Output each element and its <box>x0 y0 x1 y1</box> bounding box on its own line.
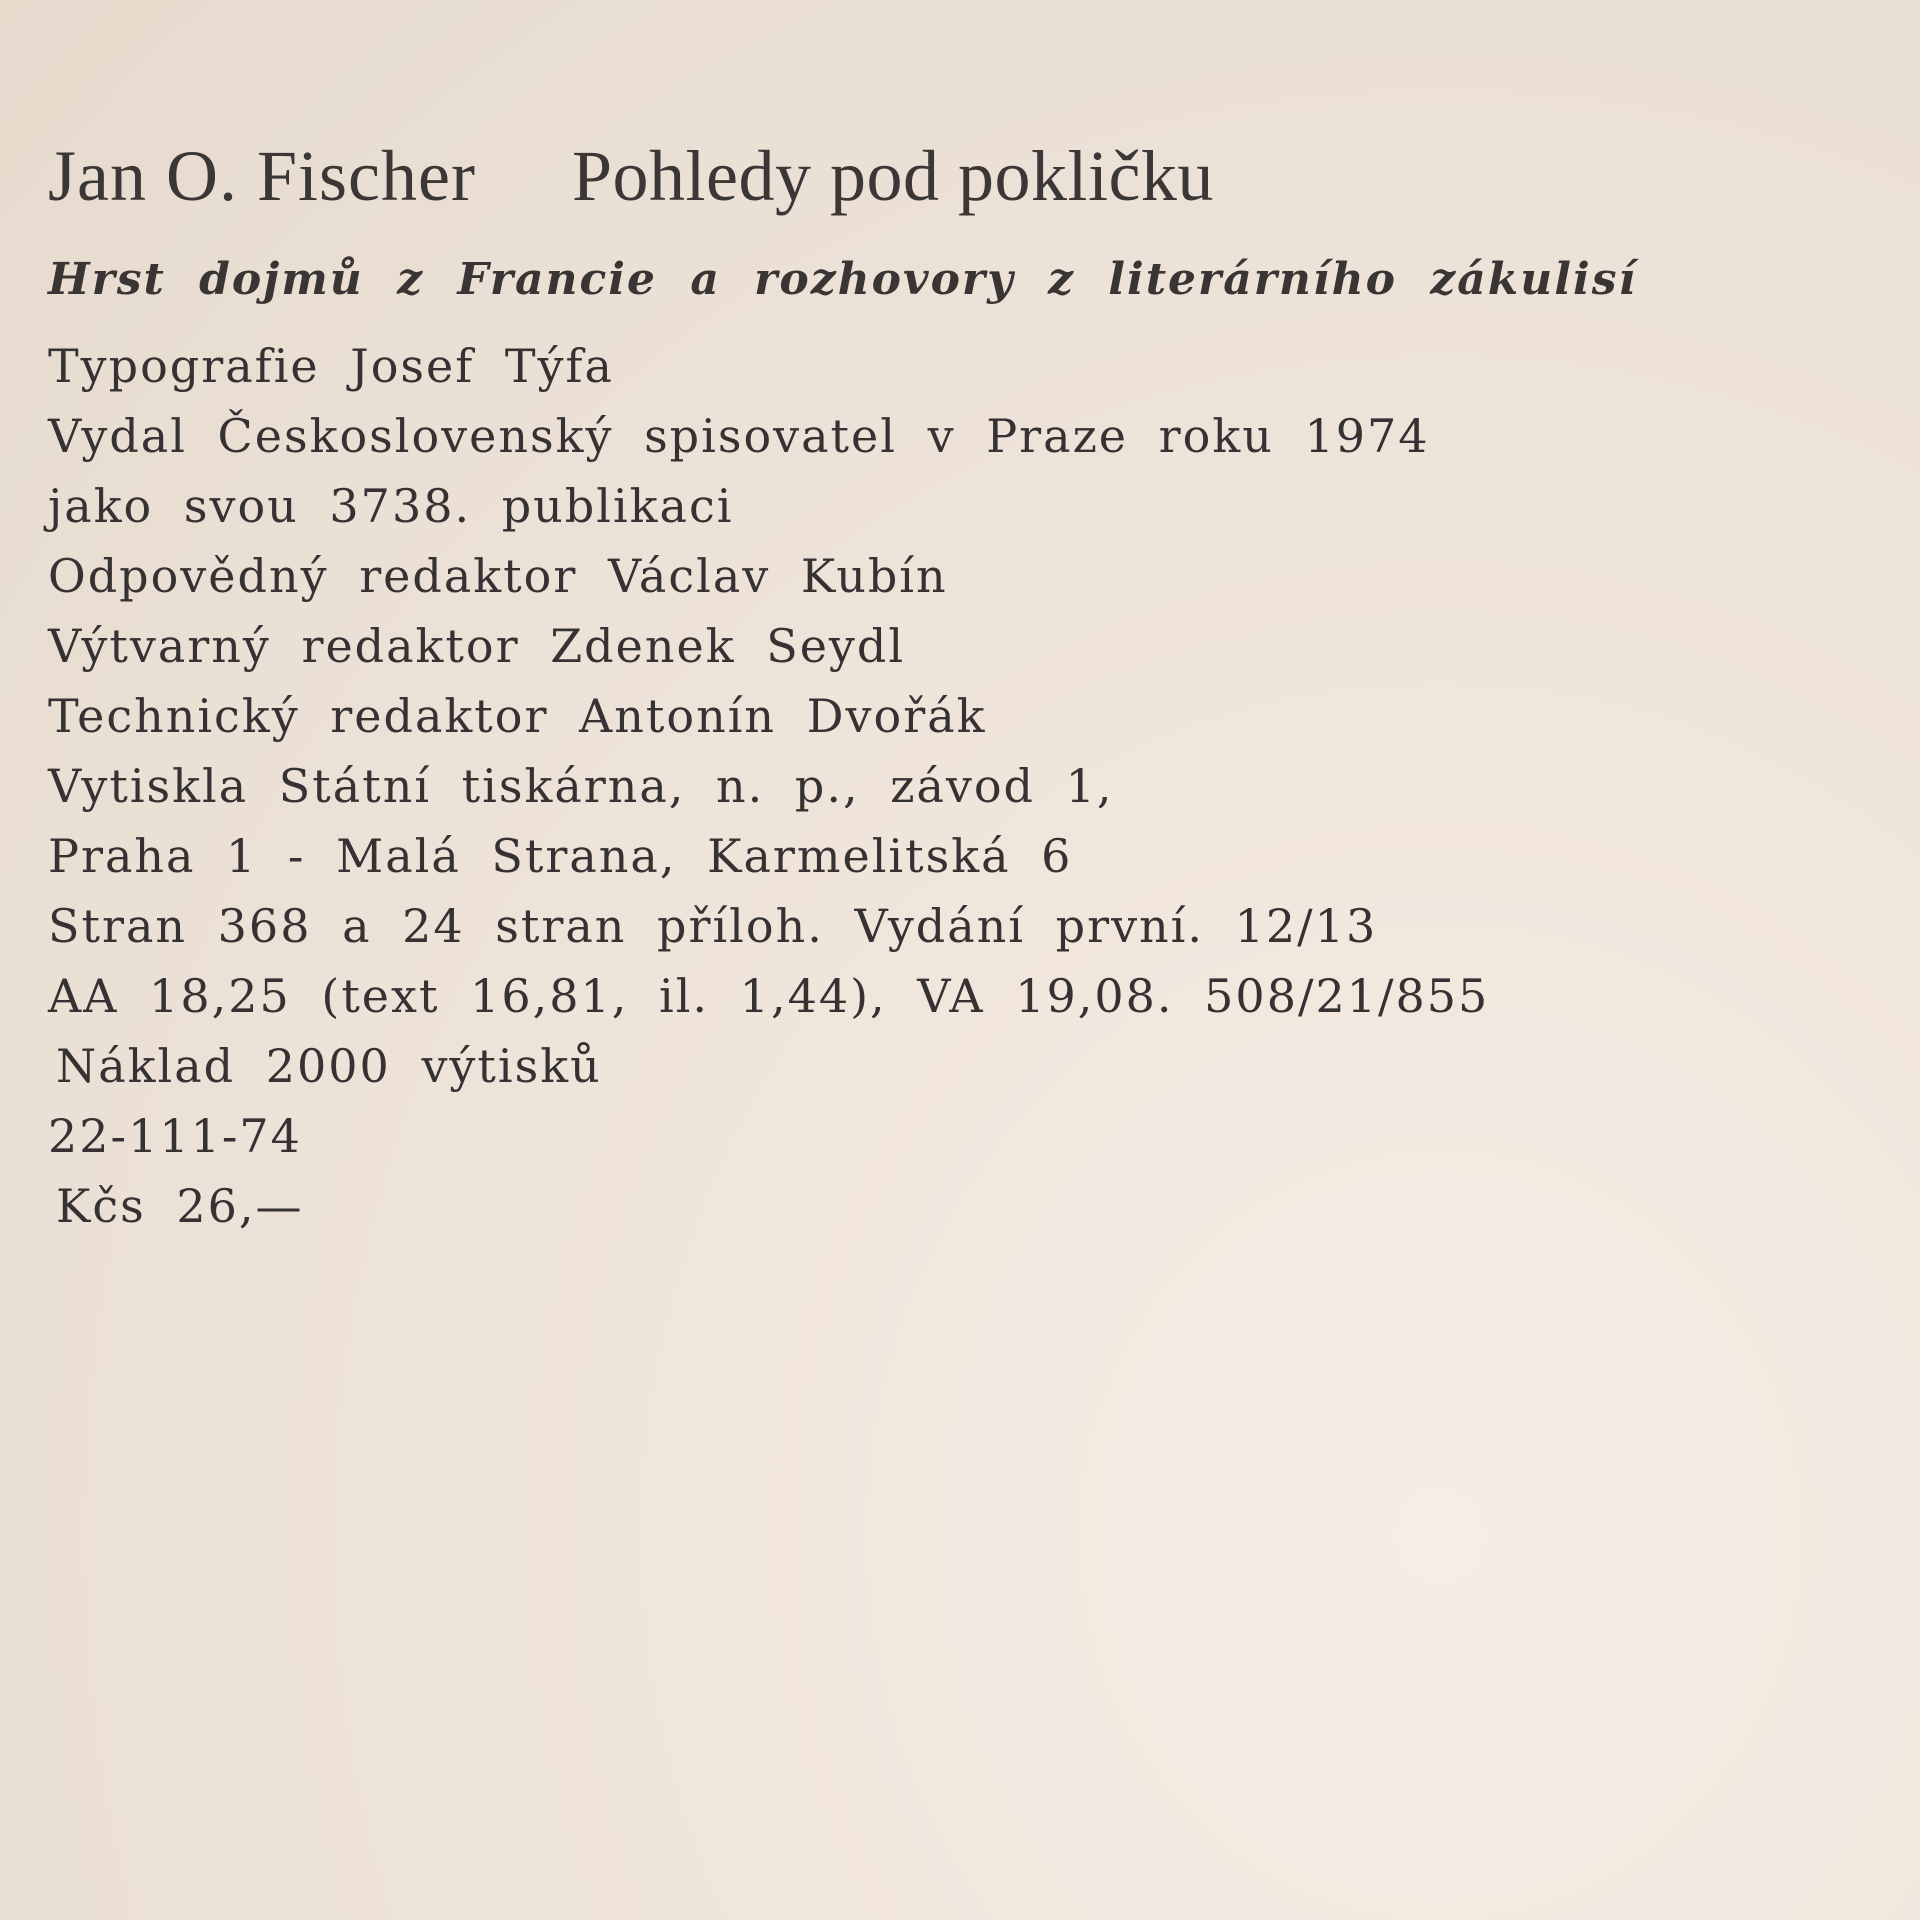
book-title: Pohledy pod pokličku <box>571 136 1214 216</box>
catalog-number: 22-111-74 <box>48 1109 302 1163</box>
typography-credit: Typografie Josef Týfa <box>48 339 614 393</box>
page-count-edition: Stran 368 a 24 stran příloh. Vydání první. 12/13 <box>48 899 1378 953</box>
book-subtitle: Hrst dojmů z Francie a rozhovory z literárního zákulisí <box>48 254 1638 305</box>
author-sheets: AA 18,25 (text 16,81, il. 1,44), VA 19,08. 508/21/855 <box>48 969 1490 1023</box>
price: Kčs 26,— <box>56 1179 304 1233</box>
art-editor: Výtvarný redaktor Zdenek Seydl <box>48 619 906 673</box>
publication-number: jako svou 3738. publikaci <box>48 479 734 533</box>
printer-address: Praha 1 - Malá Strana, Karmelitská 6 <box>48 829 1073 883</box>
printer-line: Vytiskla Státní tiskárna, n. p., závod 1, <box>48 759 1114 813</box>
print-run: Náklad 2000 výtisků <box>56 1039 602 1093</box>
responsible-editor: Odpovědný redaktor Václav Kubín <box>48 549 948 603</box>
author-name: Jan O. Fischer <box>48 136 476 216</box>
title-row <box>48 136 1214 216</box>
technical-editor: Technický redaktor Antonín Dvořák <box>48 689 987 743</box>
publisher-line: Vydal Československý spisovatel v Praze roku 1974 <box>48 409 1430 463</box>
